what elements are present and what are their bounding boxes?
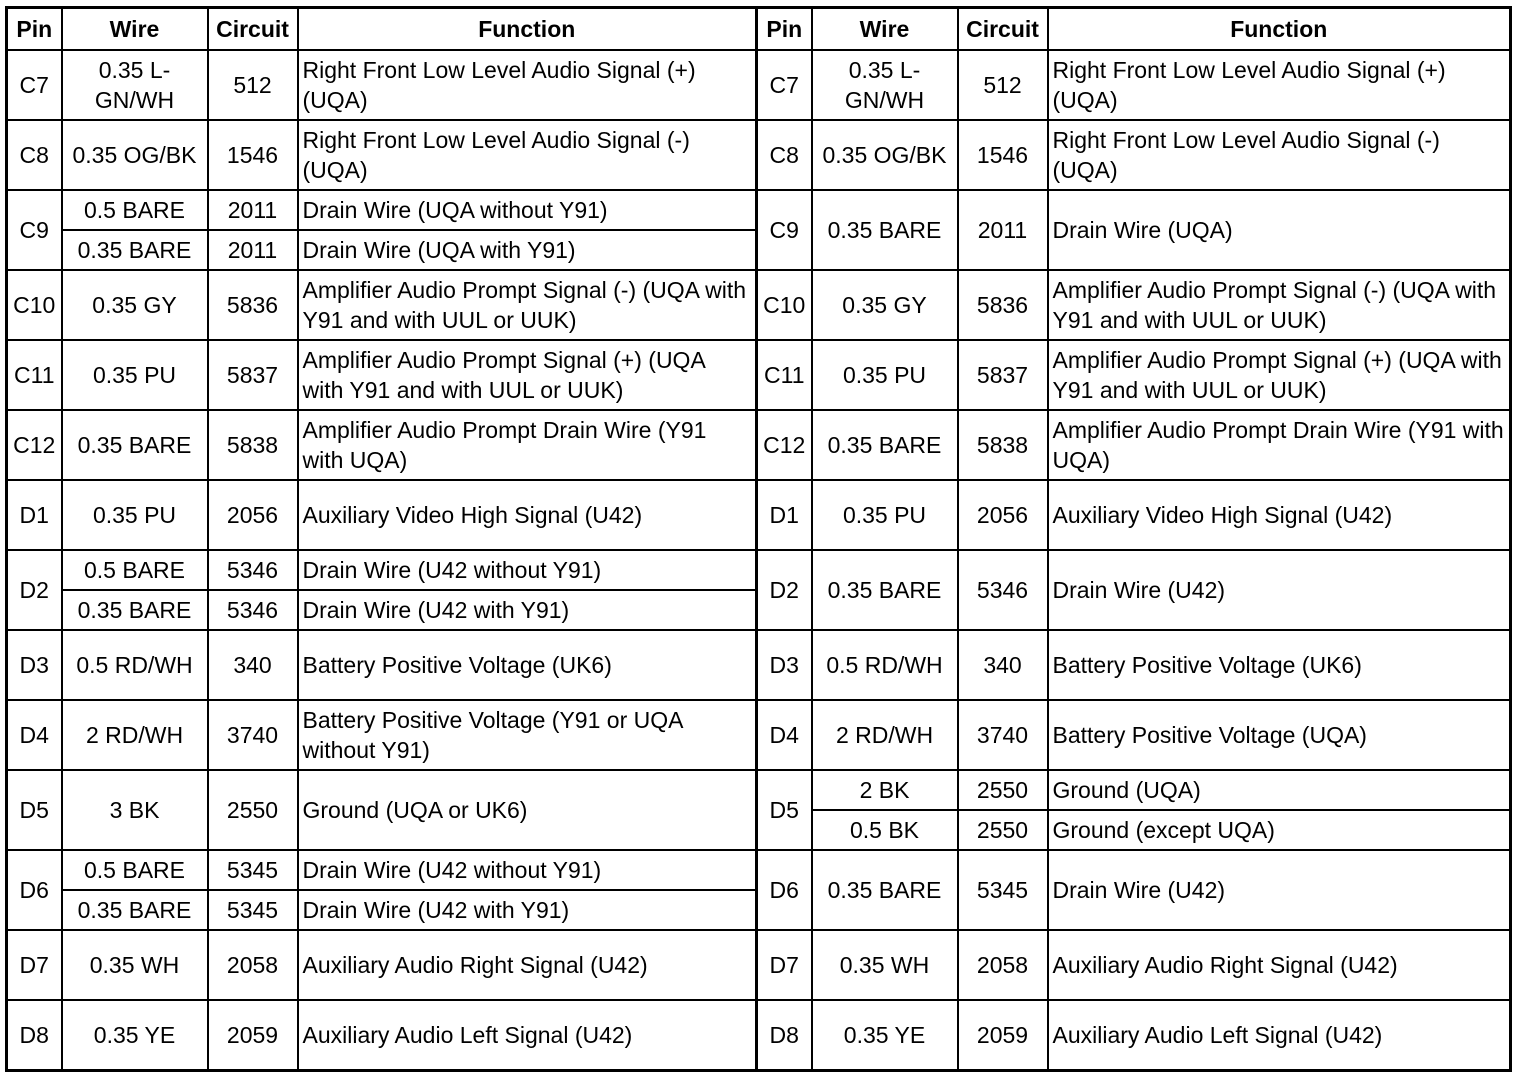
left-wire-cell: 0.35 GY [62, 270, 208, 340]
header-pin-left: Pin [7, 8, 62, 51]
left-circuit-cell: 5346 [208, 550, 298, 590]
right-circuit-cell: 2056 [958, 480, 1048, 550]
left-wire-cell: 3 BK [62, 770, 208, 850]
table-row [7, 550, 1511, 590]
table-row [7, 120, 1511, 190]
table-row [7, 410, 1511, 480]
left-circuit-cell: 512 [208, 50, 298, 120]
right-function-cell: Battery Positive Voltage (UK6) [1048, 630, 1511, 700]
left-pin-cell: C11 [7, 340, 62, 410]
left-function-cell: Auxiliary Video High Signal (U42) [298, 480, 757, 550]
left-wire-cell: 0.35 BARE [62, 890, 208, 930]
right-function-cell: Drain Wire (U42) [1048, 850, 1511, 930]
right-function-cell: Drain Wire (UQA) [1048, 190, 1511, 270]
table-row [7, 190, 1511, 230]
left-circuit-cell: 5345 [208, 850, 298, 890]
left-wire-cell: 0.35 BARE [62, 230, 208, 270]
left-function-cell: Auxiliary Audio Left Signal (U42) [298, 1000, 757, 1071]
right-pin-cell: D2 [757, 550, 812, 630]
left-pin-cell: C9 [7, 190, 62, 270]
right-pin-cell: C7 [757, 50, 812, 120]
left-wire-cell: 0.35 OG/BK [62, 120, 208, 190]
table-row [7, 1000, 1511, 1071]
right-circuit-cell: 512 [958, 50, 1048, 120]
right-circuit-cell: 5836 [958, 270, 1048, 340]
right-function-cell: Amplifier Audio Prompt Drain Wire (Y91 with UQA) [1048, 410, 1511, 480]
right-wire-cell: 0.5 BK [812, 810, 958, 850]
right-wire-cell: 0.35 BARE [812, 550, 958, 630]
left-wire-cell: 0.35 PU [62, 340, 208, 410]
right-wire-cell: 0.5 RD/WH [812, 630, 958, 700]
left-function-cell: Right Front Low Level Audio Signal (+) (UQA) [298, 50, 757, 120]
left-function-cell: Auxiliary Audio Right Signal (U42) [298, 930, 757, 1000]
right-circuit-cell: 2011 [958, 190, 1048, 270]
left-circuit-cell: 2550 [208, 770, 298, 850]
left-circuit-cell: 2011 [208, 230, 298, 270]
left-pin-cell: D2 [7, 550, 62, 630]
left-function-cell: Drain Wire (U42 with Y91) [298, 590, 757, 630]
header-row [7, 8, 1511, 51]
left-wire-cell: 0.5 BARE [62, 850, 208, 890]
left-wire-cell: 0.35 BARE [62, 590, 208, 630]
left-function-cell: Ground (UQA or UK6) [298, 770, 757, 850]
right-circuit-cell: 5837 [958, 340, 1048, 410]
left-wire-cell: 0.35 YE [62, 1000, 208, 1071]
left-pin-cell: C10 [7, 270, 62, 340]
right-function-cell: Auxiliary Video High Signal (U42) [1048, 480, 1511, 550]
left-function-cell: Drain Wire (UQA with Y91) [298, 230, 757, 270]
left-pin-cell: D3 [7, 630, 62, 700]
right-wire-cell: 2 RD/WH [812, 700, 958, 770]
right-pin-cell: C8 [757, 120, 812, 190]
right-wire-cell: 0.35 PU [812, 480, 958, 550]
left-pin-cell: D6 [7, 850, 62, 930]
right-pin-cell: C12 [757, 410, 812, 480]
right-pin-cell: C9 [757, 190, 812, 270]
left-function-cell: Drain Wire (U42 without Y91) [298, 550, 757, 590]
left-wire-cell: 0.35 L-GN/WH [62, 50, 208, 120]
left-pin-cell: D7 [7, 930, 62, 1000]
right-wire-cell: 0.35 YE [812, 1000, 958, 1071]
right-circuit-cell: 2059 [958, 1000, 1048, 1071]
left-wire-cell: 0.35 PU [62, 480, 208, 550]
left-function-cell: Drain Wire (UQA without Y91) [298, 190, 757, 230]
left-circuit-cell: 5837 [208, 340, 298, 410]
left-circuit-cell: 2059 [208, 1000, 298, 1071]
table-row [7, 700, 1511, 770]
right-circuit-cell: 340 [958, 630, 1048, 700]
header-wire-left: Wire [62, 8, 208, 51]
right-wire-cell: 0.35 L-GN/WH [812, 50, 958, 120]
left-function-cell: Amplifier Audio Prompt Signal (-) (UQA with Y91 and with UUL or UUK) [298, 270, 757, 340]
left-pin-cell: D1 [7, 480, 62, 550]
header-function-right: Function [1048, 8, 1511, 51]
right-pin-cell: D4 [757, 700, 812, 770]
left-circuit-cell: 5838 [208, 410, 298, 480]
right-circuit-cell: 5345 [958, 850, 1048, 930]
header-pin-right: Pin [757, 8, 812, 51]
left-circuit-cell: 5836 [208, 270, 298, 340]
right-pin-cell: D7 [757, 930, 812, 1000]
header-circuit-right: Circuit [958, 8, 1048, 51]
header-function-left: Function [298, 8, 757, 51]
connector-pinout-table [5, 6, 1512, 1072]
left-circuit-cell: 5345 [208, 890, 298, 930]
right-function-cell: Auxiliary Audio Left Signal (U42) [1048, 1000, 1511, 1071]
left-wire-cell: 2 RD/WH [62, 700, 208, 770]
left-function-cell: Drain Wire (U42 with Y91) [298, 890, 757, 930]
left-pin-cell: D5 [7, 770, 62, 850]
left-pin-cell: D4 [7, 700, 62, 770]
right-circuit-cell: 2550 [958, 770, 1048, 810]
right-wire-cell: 0.35 BARE [812, 850, 958, 930]
left-function-cell: Amplifier Audio Prompt Signal (+) (UQA with Y91 and with UUL or UUK) [298, 340, 757, 410]
right-pin-cell: D5 [757, 770, 812, 850]
left-circuit-cell: 340 [208, 630, 298, 700]
left-pin-cell: C12 [7, 410, 62, 480]
right-pin-cell: C11 [757, 340, 812, 410]
right-wire-cell: 0.35 OG/BK [812, 120, 958, 190]
header-wire-right: Wire [812, 8, 958, 51]
left-wire-cell: 0.5 RD/WH [62, 630, 208, 700]
left-wire-cell: 0.35 BARE [62, 410, 208, 480]
header-circuit-left: Circuit [208, 8, 298, 51]
right-pin-cell: D8 [757, 1000, 812, 1071]
table-row [7, 270, 1511, 340]
right-wire-cell: 2 BK [812, 770, 958, 810]
table-row [7, 850, 1511, 890]
right-circuit-cell: 5346 [958, 550, 1048, 630]
left-wire-cell: 0.5 BARE [62, 550, 208, 590]
right-circuit-cell: 3740 [958, 700, 1048, 770]
right-function-cell: Auxiliary Audio Right Signal (U42) [1048, 930, 1511, 1000]
right-function-cell: Amplifier Audio Prompt Signal (+) (UQA with Y91 and with UUL or UUK) [1048, 340, 1511, 410]
left-function-cell: Drain Wire (U42 without Y91) [298, 850, 757, 890]
right-circuit-cell: 5838 [958, 410, 1048, 480]
right-wire-cell: 0.35 BARE [812, 190, 958, 270]
right-pin-cell: C10 [757, 270, 812, 340]
right-function-cell: Amplifier Audio Prompt Signal (-) (UQA with Y91 and with UUL or UUK) [1048, 270, 1511, 340]
left-pin-cell: C8 [7, 120, 62, 190]
right-wire-cell: 0.35 BARE [812, 410, 958, 480]
table-body [7, 50, 1511, 1071]
left-function-cell: Right Front Low Level Audio Signal (-) (UQA) [298, 120, 757, 190]
table-row [7, 770, 1511, 810]
left-circuit-cell: 2056 [208, 480, 298, 550]
right-wire-cell: 0.35 GY [812, 270, 958, 340]
table-row [7, 50, 1511, 120]
right-function-cell: Right Front Low Level Audio Signal (+) (UQA) [1048, 50, 1511, 120]
table-row [7, 340, 1511, 410]
left-circuit-cell: 2058 [208, 930, 298, 1000]
right-function-cell: Battery Positive Voltage (UQA) [1048, 700, 1511, 770]
right-function-cell: Ground (except UQA) [1048, 810, 1511, 850]
left-function-cell: Battery Positive Voltage (UK6) [298, 630, 757, 700]
right-function-cell: Drain Wire (U42) [1048, 550, 1511, 630]
left-pin-cell: C7 [7, 50, 62, 120]
left-circuit-cell: 1546 [208, 120, 298, 190]
right-pin-cell: D3 [757, 630, 812, 700]
left-function-cell: Amplifier Audio Prompt Drain Wire (Y91 with UQA) [298, 410, 757, 480]
left-circuit-cell: 2011 [208, 190, 298, 230]
right-circuit-cell: 2058 [958, 930, 1048, 1000]
table-row [7, 480, 1511, 550]
right-pin-cell: D1 [757, 480, 812, 550]
left-function-cell: Battery Positive Voltage (Y91 or UQA without Y91) [298, 700, 757, 770]
right-circuit-cell: 1546 [958, 120, 1048, 190]
left-pin-cell: D8 [7, 1000, 62, 1071]
right-circuit-cell: 2550 [958, 810, 1048, 850]
right-wire-cell: 0.35 PU [812, 340, 958, 410]
left-wire-cell: 0.35 WH [62, 930, 208, 1000]
left-circuit-cell: 5346 [208, 590, 298, 630]
right-function-cell: Ground (UQA) [1048, 770, 1511, 810]
right-wire-cell: 0.35 WH [812, 930, 958, 1000]
right-pin-cell: D6 [757, 850, 812, 930]
right-function-cell: Right Front Low Level Audio Signal (-) (UQA) [1048, 120, 1511, 190]
left-wire-cell: 0.5 BARE [62, 190, 208, 230]
left-circuit-cell: 3740 [208, 700, 298, 770]
table-container [5, 6, 1509, 1048]
table-row [7, 930, 1511, 1000]
table-row [7, 630, 1511, 700]
